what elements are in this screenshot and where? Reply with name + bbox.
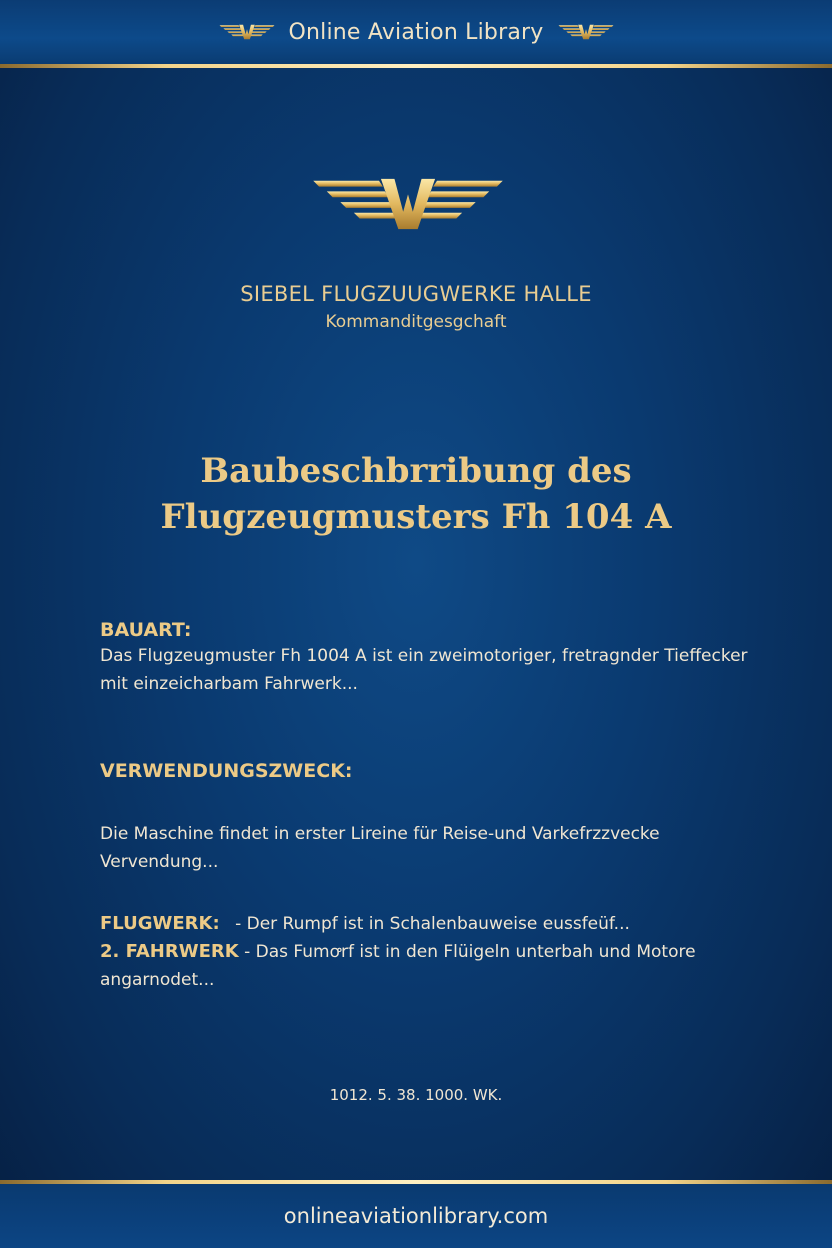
document-code: 1012. 5. 38. 1000. WK. <box>329 1086 503 1104</box>
footer-bar <box>0 1184 832 1248</box>
section-bauart <box>100 618 750 698</box>
company-name: SIEBEL FLUGZUUGWERKE HALLE <box>240 282 592 306</box>
bauart-text: Das Flugzeugmuster Fh 1004 A ist ein zweimotoriger, fretragnder Tieffecker mit einzeicharbam Fahrwerk... <box>100 646 748 694</box>
fahrwerk-label: 2. FAHRWERK <box>100 941 239 962</box>
bauart-label: BAUART: <box>100 619 192 641</box>
fahrwerk-text: - Das Fumꝍrf ist in den Flüigeln unterbah und Motore angarnodet... <box>100 942 696 990</box>
gold-divider-top <box>0 64 832 68</box>
section-flugwerk-fahrwerk <box>100 910 750 994</box>
site-title: Online Aviation Library <box>288 19 544 45</box>
winged-w-icon <box>558 22 614 42</box>
company-subtitle: Kommanditgesgchaft <box>325 312 507 332</box>
verwendung-text: Die Maschine findet in erster Lireine für Reise-und Varkefrzzvecke Vervendung... <box>100 824 660 872</box>
verwendung-label: VERWENDUNGSZWECK: <box>100 760 353 782</box>
flugwerk-text: - Der Rumpf ist in Schalenbauweise eussfeüf... <box>235 914 630 934</box>
header-bar <box>0 0 832 64</box>
winged-w-icon <box>219 22 275 42</box>
footer-url[interactable]: onlineaviationlibrary.com <box>283 1204 549 1228</box>
flugwerk-label: FLUGWERK: <box>100 913 220 934</box>
winged-w-icon <box>310 175 506 233</box>
document-title-line2: Flugzeugmusters Fh 104 A <box>160 497 672 537</box>
document-title-line1: Baubeschbrribung des <box>200 451 632 491</box>
document-title <box>0 448 832 540</box>
